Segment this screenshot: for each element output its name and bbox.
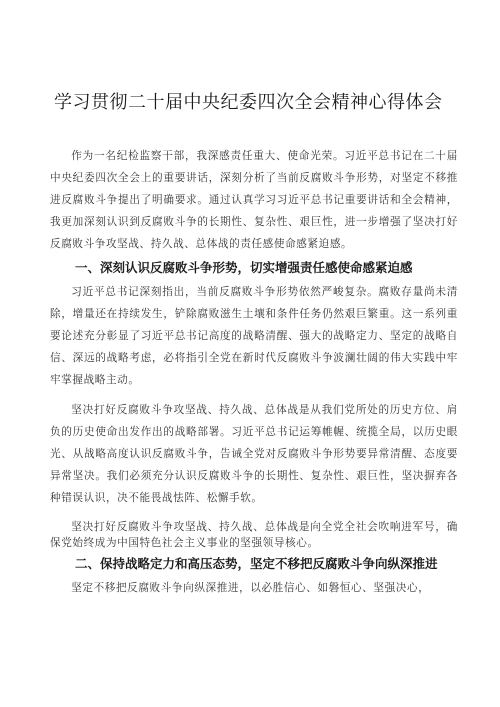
section-heading-2: 二、保持战略定力和高压态势，坚定不移把反腐败斗争向纵深推进 [75, 556, 438, 571]
document-body [50, 145, 458, 599]
section1-paragraph-1: 习近平总书记深刻指出，当前反腐败斗争形势依然严峻复杂。腐败存量尚未清除，增量还在持续发生，铲除腐败滋生土壤和条件任务仍然艰巨繁重。这一系列重要论述充分彰显了习近平总书记高度的战略清醒、强大的战略定力、坚定的战略自信、深远的战略考虑，必将指引全党在新时代反腐败斗争波澜壮阔的伟大实践中牢牢掌握战略主动。 [50, 286, 458, 386]
intro-paragraph: 作为一名纪检监察干部，我深感责任重大、使命光荣。习近平总书记在二十届中央纪委四次全会上的重要讲话，深刻分析了当前反腐败斗争形势，对坚定不移推进反腐败斗争提出了明确要求。通过认真学习习近平总书记重要讲话和全会精神，我更加深刻认识到反腐败斗争的长期性、复杂性、艰巨性，进一步增强了坚决打好反腐败斗争攻坚战、持久战、总体战的责任感使命感紧迫感。 [50, 150, 458, 250]
section-heading-1: 一、深刻认识反腐败斗争形势，切实增强责任感使命感紧迫感 [75, 260, 413, 275]
document-title: 学习贯彻二十届中央纪委四次全会精神心得体会 [54, 92, 443, 113]
section2-paragraph-1: 坚定不移把反腐败斗争向纵深推进，以必胜信心、如磐恒心、坚强决心， [71, 582, 430, 594]
section1-paragraph-2: 坚决打好反腐败斗争攻坚战、持久战、总体战是从我们党所处的历史方位、肩负的历史使命出发作出的战略部署。习近平总书记运筹帷幄、统揽全局，以历史眼光、从战略高度认识反腐败斗争，告诫全党对反腐败斗争形势要异常清醒、态度要异常坚决。我们必须充分认识反腐败斗争的长期性、复杂性、艰巨性，坚决摒弃各种错误认识，决不能畏战怯阵、松懈手软。 [50, 404, 458, 504]
section1-paragraph-3: 坚决打好反腐败斗争攻坚战、持久战、总体战是向全党全社会吹响进军号，确保党始终成为中国特色社会主义事业的坚强领导核心。 [50, 521, 458, 549]
